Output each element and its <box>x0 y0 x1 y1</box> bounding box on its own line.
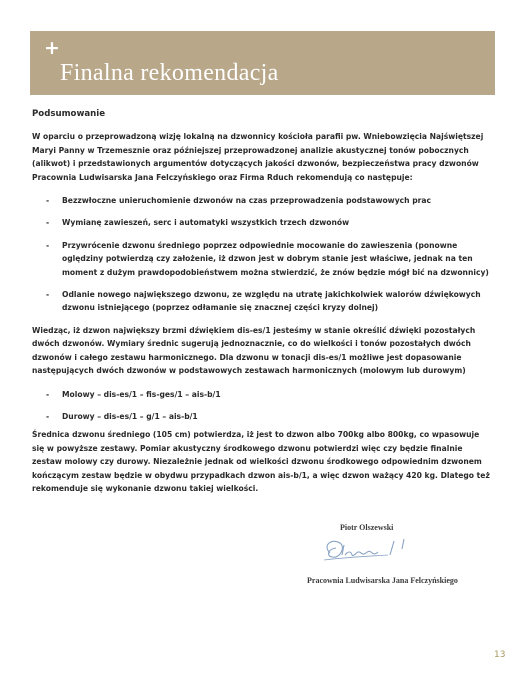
list-item <box>32 410 494 423</box>
harmonic-set-list <box>32 388 494 424</box>
list-item <box>32 194 494 207</box>
list-dash: - <box>46 196 50 206</box>
list-dash: - <box>46 218 50 228</box>
list-dash: - <box>46 411 50 421</box>
summary-section <box>32 108 494 505</box>
intro-paragraph: W oparciu o przeprowadzoną wizję lokalną na dzwonnicy kościoła parafii pw. Wniebowzięcia Najświętszej Maryi Panny w Trzemesznie oraz późniejszej przeprowadzonej analizie akustycznej tonów pobocznych (alikwot) i przedstawionych argumentów dotyczących jakości dzwonów, bezpieczeństwa pracy dzwonów Pracownia Ludwisarska Jana Felczyńskiego oraz Firma Rduch rekomendują co następuje: <box>32 132 484 182</box>
list-item <box>32 239 494 279</box>
title-banner <box>30 31 495 95</box>
list-item-text: Przywrócenie dzwonu średniego poprzez odpowiednie mocowanie do zawieszenia (ponowne oględziny potwierdzą czy założenie, iż dzwon jest w dobrym stanie jest właściwe, jednak na ten moment z dużym prawdopodobieństwem można stwierdzić, że znów będzie mógł bić na dzwonnicy) <box>62 240 489 277</box>
plus-icon: + <box>44 37 60 59</box>
list-item-text: Bezzwłoczne unieruchomienie dzwonów na czas przeprowadzenia podstawowych prac <box>62 196 432 206</box>
closing-paragraph: Średnica dzwonu średniego (105 cm) potwierdza, iż jest to dzwon albo 700kg albo 800kg, co wpasowuje się w powyższe zestawy. Pomiar akustyczny środkowego dzwonu potwierdzi więc czy będzie finalnie zestaw molowy czy durowy. Niezależnie jednak od wielkości dzwonu środkowego odpowiednim dzwonem kończącym zestaw będzie w obydwu przypadkach dzwon ais-b/1, a więc dzwon ważący 420 kg. Dlatego też rekomenduje się wykonanie dzwonu takiej wielkości. <box>32 430 490 493</box>
list-item-text: Durowy – dis-es/1 – g/1 – ais-b/1 <box>62 411 198 421</box>
list-item-text: Wymianę zawieszeń, serc i automatyki wszystkich trzech dzwonów <box>62 218 350 228</box>
signatory-name: Piotr Olszewski <box>340 523 394 532</box>
middle-paragraph: Wiedząc, iż dzwon największy brzmi dźwiękiem dis-es/1 jesteśmy w stanie określić dźwięki pozostałych dwóch dzwonów. Wymiary średnic sugerują jednoznacznie, co do wielkości i tonów pozostałych dwóch dzwonów i całego zestawu harmonicznego. Dla dzwonu w tonacji dis-es/1 możliwe jest dopasowanie następujących dwóch dzwonów w podstawowych zestawach harmonicznych (molowym lub durowym) <box>32 325 476 376</box>
list-item <box>32 288 494 315</box>
section-heading: Podsumowanie <box>32 109 106 119</box>
recommendation-list <box>32 194 494 315</box>
list-dash: - <box>46 240 50 250</box>
handwritten-signature <box>318 535 418 565</box>
signatory-company: Pracownia Ludwisarska Jana Felczyńskiego <box>307 576 458 585</box>
list-dash: - <box>46 389 50 399</box>
list-item-text: Odlanie nowego największego dzwonu, ze względu na utratę jakichkolwiek walorów dźwiękowych dzwonu istniejącego (poprzez odłamanie się znacznej części kryzy dolnej) <box>62 290 481 313</box>
page-title: Finalna rekomendacja <box>60 60 279 86</box>
list-item <box>32 216 494 229</box>
list-item-text: Molowy – dis-es/1 – fis-ges/1 – ais-b/1 <box>62 389 221 399</box>
page-number: 13 <box>494 650 506 660</box>
list-dash: - <box>46 290 50 300</box>
list-item <box>32 388 494 401</box>
